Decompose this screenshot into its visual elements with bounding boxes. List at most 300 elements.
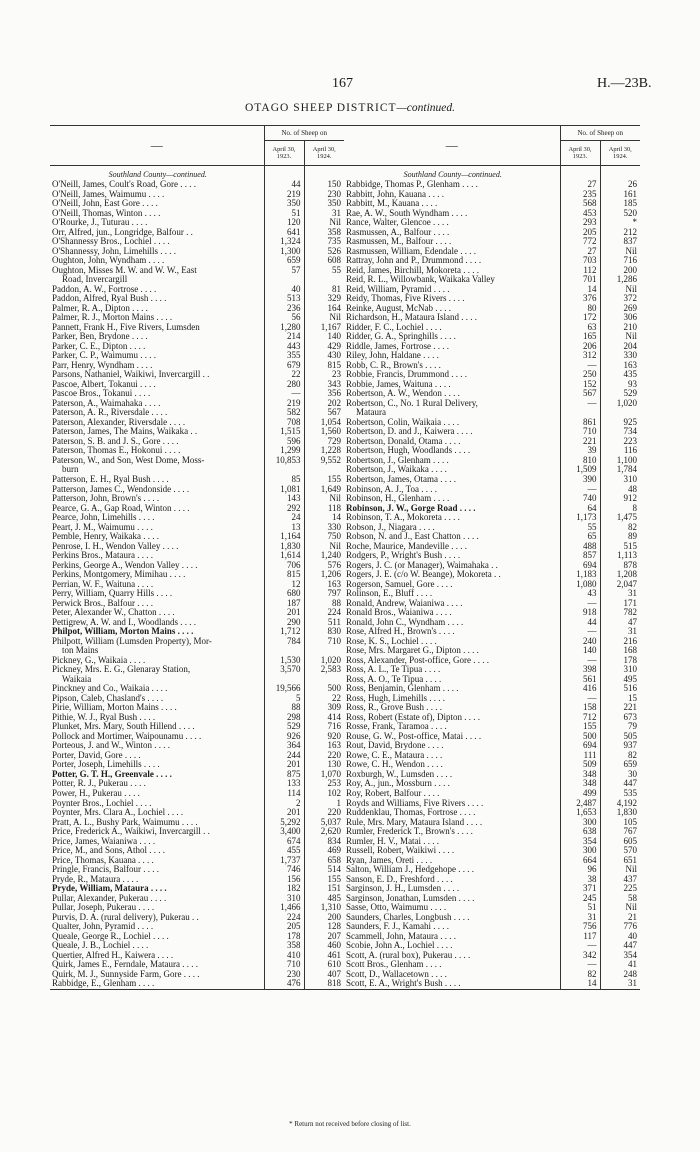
owner-name: Pascoe, Albert, Tokanui . . . .	[52, 379, 156, 389]
sheep-1924: 5,037	[304, 818, 344, 828]
table-row	[50, 532, 344, 542]
sheep-1923: 710	[560, 427, 600, 437]
section-heading: Southland County—continued.	[108, 170, 207, 180]
owner-name: Scobie, John A., Lochiel . . . .	[346, 941, 453, 951]
owner-name: Parker, C. P., Waimumu . . . .	[52, 351, 156, 361]
table-row	[50, 504, 344, 514]
table-row	[50, 228, 344, 238]
sheep-1923: 38	[560, 875, 600, 885]
table-row	[50, 380, 344, 390]
sheep-1924: 55	[304, 266, 344, 276]
sheep-1924: 330	[304, 523, 344, 533]
table-row	[344, 285, 640, 295]
sheep-1923: 250	[560, 370, 600, 380]
sheep-1924: 529	[600, 389, 640, 399]
sheep-1923: 2	[264, 799, 304, 809]
table-row	[50, 475, 344, 485]
sheep-1923	[264, 675, 304, 685]
sheep-1923: 561	[560, 675, 600, 685]
owner-name: Riddle, James, Fortrose . . . .	[346, 341, 449, 351]
owner-name: Saunders, F. J., Kamahi . . . .	[346, 922, 450, 932]
title-main: OTAGO SHEEP DISTRICT	[245, 102, 397, 114]
table-row	[344, 342, 640, 352]
sheep-1924: 93	[600, 380, 640, 390]
table-row	[344, 970, 640, 980]
owner-name: O'Neill, James, Coult's Road, Gore . . . .	[52, 180, 196, 189]
owner-name: O'Shannessy, John, Limehills . . . .	[52, 246, 177, 256]
owner-name: Pipson, Caleb, Chasland's . . . .	[52, 693, 164, 703]
sheep-1924: 1,310	[304, 903, 344, 913]
sheep-1923: 80	[560, 304, 600, 314]
owner-name: Reid, William, Pyramid . . . .	[346, 284, 450, 294]
table-row	[344, 656, 640, 666]
table-row	[344, 266, 640, 276]
sheep-1924: 185	[600, 199, 640, 209]
sheep-1924: 207	[304, 932, 344, 942]
owner-name: Perkins, Montgomery, Mimihau . . . .	[52, 570, 186, 580]
table-row	[344, 608, 640, 618]
table-row	[344, 760, 640, 770]
owner-name: Ross, Benjamin, Glenham . . . .	[346, 684, 459, 694]
owner-name: burn	[62, 465, 79, 475]
table-row	[344, 932, 640, 942]
sheep-1923: 509	[560, 760, 600, 770]
table-row	[50, 846, 344, 856]
sheep-1924: 1,070	[304, 770, 344, 780]
sheep-1924: 140	[304, 332, 344, 342]
table-row	[50, 551, 344, 561]
owner-name: Mataura	[356, 408, 386, 418]
owner-name: Pickney, G., Waikaia . . . .	[52, 655, 146, 665]
sheep-1924: 1,020	[600, 399, 640, 409]
sheep-1923: 1,466	[264, 903, 304, 913]
table-row	[50, 646, 344, 656]
owner-name: Rae, A. W., South Wyndham . . . .	[346, 208, 468, 218]
sheep-1924: 105	[600, 818, 640, 828]
sheep-1924: 460	[304, 941, 344, 951]
owner-name: Rabbitt, M., Kauana . . . .	[346, 199, 438, 209]
owner-name: Rogerson, Samuel, Gore . . . .	[346, 579, 453, 589]
owner-name: Ross, A. O., Te Tipua . . . .	[346, 674, 442, 684]
table-row	[344, 399, 640, 409]
page-title	[0, 102, 700, 114]
table-row	[344, 732, 640, 742]
owner-name: Robertson, Colin, Waikaia . . . .	[346, 417, 460, 427]
owner-name: Peart, J. M., Waimumu . . . .	[52, 522, 153, 532]
sheep-1924: *	[600, 218, 640, 228]
owner-name: Rogers, J. E. (c/o W. Beange), Mokoreta . .	[346, 570, 501, 580]
table-row	[50, 894, 344, 904]
table-row	[344, 532, 640, 542]
sheep-1923: 875	[264, 770, 304, 780]
sheep-1923: 582	[264, 408, 304, 418]
table-row	[50, 266, 344, 276]
sheep-1923: 358	[264, 941, 304, 951]
table-row	[344, 247, 640, 257]
sheep-1923: 1,164	[264, 532, 304, 542]
sheep-1924: 31	[304, 209, 344, 219]
owner-name: Poynter Bros., Lochiel . . . .	[52, 798, 152, 808]
sheep-1924: 356	[304, 389, 344, 399]
table-row	[50, 418, 344, 428]
sheep-1924	[600, 408, 640, 418]
table-row	[344, 218, 640, 228]
sheep-1923: 22	[264, 370, 304, 380]
owner-name: Rasmussen, M., Balfour . . . .	[346, 237, 452, 247]
table-row	[50, 399, 344, 409]
sheep-1924: 14	[304, 513, 344, 523]
sheep-1923: 57	[264, 266, 304, 276]
owner-name: Waikaia	[62, 674, 92, 684]
sheep-1924: 520	[600, 209, 640, 219]
owner-name: Riley, John, Haldane . . . .	[346, 351, 439, 361]
sheep-1924: 212	[600, 228, 640, 238]
owner-name: Rabbitt, John, Kauana . . . .	[346, 189, 444, 199]
sheep-1923: 310	[264, 894, 304, 904]
table-row	[344, 332, 640, 342]
sheep-1924: 310	[600, 475, 640, 485]
sheep-1923: 772	[560, 237, 600, 247]
sheep-1924: 30	[600, 770, 640, 780]
sheep-1924: 767	[600, 827, 640, 837]
table-row	[50, 256, 344, 266]
sheep-1924: 130	[304, 760, 344, 770]
sheep-1923: 1,509	[560, 465, 600, 475]
owner-name: ton Mains	[62, 646, 99, 656]
sheep-1923: 55	[560, 523, 600, 533]
sheep-1924: 118	[304, 504, 344, 514]
sheep-1924: 461	[304, 951, 344, 961]
sheep-1923: 31	[560, 913, 600, 923]
table-row	[50, 627, 344, 637]
owner-name: Paterson, Thomas E., Hokonui . . . .	[52, 446, 181, 456]
sheep-1923: 756	[560, 922, 600, 932]
sheep-1923: 568	[560, 199, 600, 209]
owner-name: Salton, William J., Hedgehope . . . .	[346, 865, 474, 875]
sheep-1923: 27	[560, 180, 600, 190]
sheep-1924: 309	[304, 703, 344, 713]
sheep-1924: 150	[304, 180, 344, 190]
table-row	[50, 561, 344, 571]
sheep-1924: 1	[304, 799, 344, 809]
owner-name: Robertson, J., Glenham . . . .	[346, 455, 449, 465]
owner-name: Ronald, Andrew, Waianiwa . . . .	[346, 598, 463, 608]
sheep-1923: 664	[560, 856, 600, 866]
sheep-1923: 56	[264, 313, 304, 323]
owner-name: Robinson, J. W., Gorge Road . . . .	[346, 503, 476, 513]
table-row	[344, 627, 640, 637]
sheep-1923: 201	[264, 760, 304, 770]
table-row	[50, 618, 344, 628]
sheep-1924: 1,560	[304, 427, 344, 437]
table-row	[50, 209, 344, 219]
table-row	[344, 799, 640, 809]
owner-name: Ross, Alexander, Post-office, Gore . . . .	[346, 655, 489, 665]
owner-name: Rose, K. S., Lochiel . . . .	[346, 636, 437, 646]
sheep-1924: 58	[600, 894, 640, 904]
sheep-1923: 376	[560, 294, 600, 304]
sheep-1924: 2,620	[304, 827, 344, 837]
table-row	[50, 361, 344, 371]
sheep-1923: 10,853	[264, 456, 304, 466]
sheep-1923: 499	[560, 789, 600, 799]
sheep-1923: 1,515	[264, 427, 304, 437]
table-row	[344, 913, 640, 923]
sheep-1924: 155	[304, 475, 344, 485]
sheep-1923: 219	[264, 190, 304, 200]
sheep-1924: 161	[600, 190, 640, 200]
sheep-1923: 133	[264, 779, 304, 789]
sheep-1924: 79	[600, 722, 640, 732]
sheep-count-header: No. of Sheep on	[264, 126, 344, 141]
owner-name: Porteous, J. and W., Winton . . . .	[52, 741, 170, 751]
owner-name: Patterson, John, Brown's . . . .	[52, 494, 160, 504]
owner-name: Roche, Maurice, Mandeville . . . .	[346, 541, 467, 551]
table-row	[50, 247, 344, 257]
owner-name: Robertson, Hugh, Woodlands . . . .	[346, 446, 471, 456]
sheep-1924: 269	[600, 304, 640, 314]
owner-name: Robinson, A. J., Toa . . . .	[346, 484, 437, 494]
owner-name: Reidy, Thomas, Five Rivers . . . .	[346, 294, 465, 304]
owner-name: O'Neill, James, Waimumu . . . .	[52, 189, 165, 199]
table-row	[344, 542, 640, 552]
sheep-1924: 210	[600, 323, 640, 333]
sheep-1924: 469	[304, 846, 344, 856]
owner-name: Paterson, A., Waimahaka . . . .	[52, 398, 161, 408]
table-row	[344, 675, 640, 685]
sheep-1923: 1,712	[264, 627, 304, 637]
table-row	[50, 760, 344, 770]
table-row	[50, 408, 344, 418]
owner-name: Rumler, Frederick T., Brown's . . . .	[346, 827, 473, 837]
sheep-1924: 15	[600, 694, 640, 704]
sheep-1923: 292	[264, 504, 304, 514]
sheep-1924: 202	[304, 399, 344, 409]
owner-name: Perkins, George A., Wendon Valley . . . .	[52, 560, 198, 570]
table-row	[344, 475, 640, 485]
sheep-1923: 455	[264, 846, 304, 856]
table-row	[344, 646, 640, 656]
table-row	[344, 294, 640, 304]
table-row	[50, 913, 344, 923]
owner-name: Paterson, A. R., Riversdale . . . .	[52, 408, 168, 418]
owner-name: Sanson, E. D., Freshford . . . .	[346, 874, 453, 884]
sheep-1923: 85	[264, 475, 304, 485]
owner-name: Peter, Alexander W., Chatton . . . .	[52, 608, 175, 618]
right-table-body	[344, 166, 640, 990]
table-row	[344, 903, 640, 913]
table-row	[344, 827, 640, 837]
table-row	[50, 979, 344, 989]
owner-name: Power, H., Pukerau . . . .	[52, 789, 140, 798]
table-row	[344, 485, 640, 495]
sheep-1923: 1,300	[264, 247, 304, 257]
sheep-1924: 221	[600, 703, 640, 713]
owner-name: Sasse, Otto, Waimumu . . . .	[346, 903, 447, 913]
sheep-1923: 205	[264, 922, 304, 932]
sheep-1924: 155	[304, 875, 344, 885]
sheep-1923: 24	[264, 513, 304, 523]
sheep-1924: 925	[600, 418, 640, 428]
sheep-1924: 1,830	[600, 808, 640, 818]
owner-name: Pannett, Frank H., Five Rivers, Lumsden	[52, 322, 200, 332]
owner-name: Pringle, Francis, Balfour . . . .	[52, 865, 159, 875]
table-row	[344, 618, 640, 628]
sheep-1924: 330	[600, 351, 640, 361]
sheep-1923: 12	[264, 580, 304, 590]
owner-name: O'Rourke, J., Tuturau . . . .	[52, 218, 148, 228]
owner-name: Scott, D., Wallacetown . . . .	[346, 969, 447, 979]
sheep-1924: 659	[600, 760, 640, 770]
owner-name: Pearce, John, Limehills . . . .	[52, 513, 155, 523]
sheep-1923: 398	[560, 665, 600, 675]
sheep-1923: 111	[560, 751, 600, 761]
sheep-1924: 372	[600, 294, 640, 304]
table-row	[344, 446, 640, 456]
sheep-1924: 8	[600, 504, 640, 514]
sheep-1924: 343	[304, 380, 344, 390]
owner-name: Price, M., and Sons, Athol . . . .	[52, 846, 166, 856]
sheep-1924: Nil	[304, 313, 344, 323]
sheep-1923: 746	[264, 865, 304, 875]
owner-name: Ronald, John C., Wyndham . . . .	[346, 617, 464, 627]
table-row	[344, 256, 640, 266]
sheep-1924: 782	[600, 608, 640, 618]
sheep-1923: 235	[560, 190, 600, 200]
sheep-1924: 89	[600, 532, 640, 542]
owner-name: Ryan, James, Oreti . . . .	[346, 855, 433, 865]
sheep-1923: 1,324	[264, 237, 304, 247]
table-row	[344, 960, 640, 970]
sheep-1924: 248	[600, 970, 640, 980]
sheep-1923: 230	[264, 970, 304, 980]
sheep-1924: 511	[304, 618, 344, 628]
sheep-1923: 410	[264, 951, 304, 961]
sheep-1923: 694	[560, 561, 600, 571]
sheep-1924: 1,020	[304, 656, 344, 666]
sheep-1923: 1,614	[264, 551, 304, 561]
table-row	[50, 370, 344, 380]
table-row	[344, 694, 640, 704]
sheep-1923: 172	[560, 313, 600, 323]
owner-name: Ross, R., Grove Bush . . . .	[346, 703, 443, 713]
sheep-1924: 834	[304, 837, 344, 847]
table-row	[344, 922, 640, 932]
owner-name: Saunders, Charles, Longbush . . . .	[346, 912, 470, 922]
table-row	[50, 190, 344, 200]
sheep-1924: 750	[304, 532, 344, 542]
sheep-1923: 3,570	[264, 665, 304, 675]
sheep-1924: 168	[600, 646, 640, 656]
sheep-1923: 679	[264, 361, 304, 371]
sheep-1923: 680	[264, 589, 304, 599]
owner-name: Pirie, William, Morton Mains . . . .	[52, 703, 177, 713]
sheep-1923: —	[560, 627, 600, 637]
table-row	[344, 570, 640, 580]
table-row	[344, 228, 640, 238]
owner-name: Rule, Mrs. Mary, Mataura Island . . . .	[346, 817, 483, 827]
sheep-1924: 570	[600, 846, 640, 856]
owner-name: Rogers, J. C. (or Manager), Waimahaka . .	[346, 560, 498, 570]
table-row	[344, 665, 640, 675]
table-row	[50, 675, 344, 685]
owner-name: Reid, James, Birchill, Mokoreta . . . .	[346, 265, 479, 275]
table-row	[50, 856, 344, 866]
table-row	[50, 970, 344, 980]
owner-name: Paddon, A. W., Fortrose . . . .	[52, 284, 157, 294]
sheep-1923: —	[560, 941, 600, 951]
document-reference: H.—23B.	[597, 76, 652, 91]
owner-name: Robson, J., Niagara . . . .	[346, 522, 435, 532]
owner-name: Rasmussen, A., Balfour . . . .	[346, 227, 450, 237]
sheep-1924: 797	[304, 589, 344, 599]
table-row	[344, 523, 640, 533]
sheep-1924: 4,192	[600, 799, 640, 809]
name-column-header: —	[50, 126, 264, 166]
sheep-1923: 861	[560, 418, 600, 428]
sheep-1923: 1,299	[264, 446, 304, 456]
sheep-1924	[304, 275, 344, 285]
owner-name: Robinson, H., Glenham . . . .	[346, 494, 450, 504]
sheep-1923: 659	[264, 256, 304, 266]
owner-name: Perrian, W. F., Waituna . . . .	[52, 579, 154, 589]
sheep-1924: 2,583	[304, 665, 344, 675]
table-row	[50, 732, 344, 742]
sheep-1924: 102	[304, 789, 344, 799]
owner-name: Robertson, A. W., Wendon . . . .	[346, 389, 460, 399]
sheep-1923: 348	[560, 770, 600, 780]
table-row	[344, 818, 640, 828]
sheep-1923: 350	[264, 199, 304, 209]
sheep-1924: 1,206	[304, 570, 344, 580]
sheep-1923: 712	[560, 713, 600, 723]
sheep-1924: 837	[600, 237, 640, 247]
sheep-1923: —	[560, 361, 600, 371]
sheep-1923: 443	[264, 342, 304, 352]
table-row	[50, 884, 344, 894]
table-row	[344, 199, 640, 209]
table-row	[344, 941, 640, 951]
sheep-1923: —	[264, 389, 304, 399]
owner-name: Perwick Bros., Balfour . . . .	[52, 598, 153, 608]
sheep-1923: 280	[264, 380, 304, 390]
sheep-1923: 815	[264, 570, 304, 580]
owner-name: Pryde, R., Mataura . . . .	[52, 874, 139, 884]
owner-name: Porter, Joseph, Limehills . . . .	[52, 760, 160, 770]
sheep-1924: 1,100	[600, 456, 640, 466]
sheep-1923: 342	[560, 951, 600, 961]
sheep-1924: 608	[304, 256, 344, 266]
sheep-1923: 244	[264, 751, 304, 761]
sheep-1924: 31	[600, 589, 640, 599]
sheep-1924: 81	[304, 285, 344, 295]
owner-name: Ridder, F. C., Lochiel . . . .	[346, 322, 442, 332]
right-sheep-table	[344, 125, 640, 990]
sheep-1924: 658	[304, 856, 344, 866]
sheep-1923: 706	[264, 561, 304, 571]
sheep-1923: 143	[264, 494, 304, 504]
sheep-1924: 31	[600, 979, 640, 989]
sheep-1923: 641	[264, 228, 304, 238]
owner-name: Rouse, G. W., Post-office, Matai . . . .	[346, 731, 482, 741]
table-row	[344, 599, 640, 609]
owner-name: Pickney, Mrs. E. G., Glenaray Station,	[52, 665, 191, 675]
sheep-1923: 364	[264, 741, 304, 751]
table-row	[344, 304, 640, 314]
table-row	[50, 960, 344, 970]
owner-name: Rabbidge, Thomas P., Glenham . . . .	[346, 180, 478, 189]
sheep-1923: 638	[560, 827, 600, 837]
